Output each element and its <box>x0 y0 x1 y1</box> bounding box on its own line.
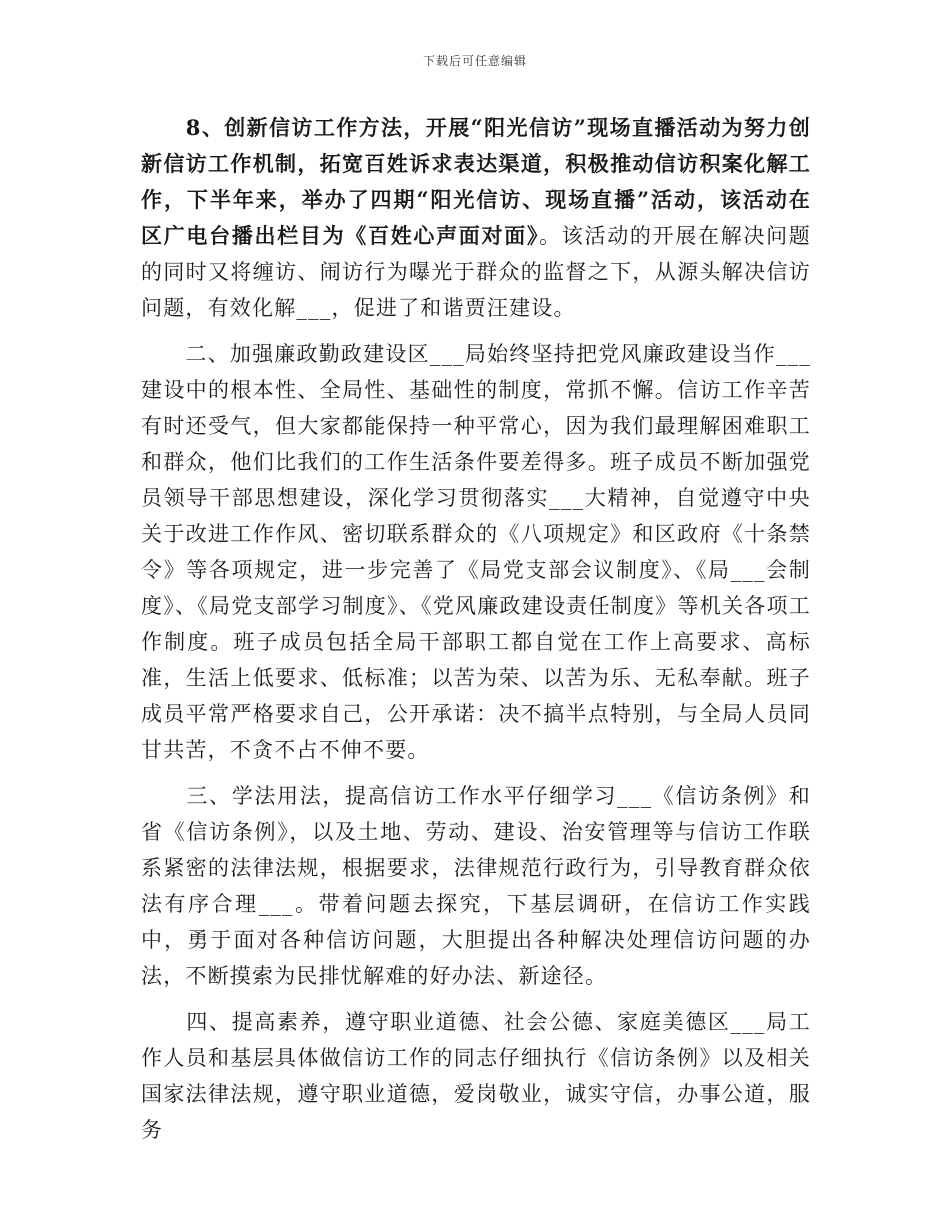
document-body <box>141 110 811 1148</box>
paragraph-integrity: 二、加强廉政勤政建设区___局始终坚持把党风廉政建设当作___建设中的根本性、全局性、基础性的制度，常抓不懈。信访工作辛苦有时还受气，但大家都能保持一种平常心，因为我们最理解困难职工和群众，他们比我们的工作生活条件要差得多。班子成员不断加强党员领导干部思想建设，深化学习贯彻落实___大精神，自觉遵守中央关于改进工作作风、密切联系群众的《八项规定》和区政府《十条禁令》等各项规定，进一步完善了《局党支部会议制度》、《局___会制度》、《局党支部学习制度》、《党风廉政建设责任制度》等机关各项工作制度。班子成员包括全局干部职工都自觉在工作上高要求、高标准，生活上低要求、低标准；以苦为荣、以苦为乐、无私奉献。班子成员平常严格要求自己，公开承诺：决不搞半点特别，与全局人员同甘共苦，不贪不占不伸不要。 <box>141 342 811 762</box>
page-header: 下载后可任意编辑 <box>422 54 527 68</box>
paragraph-innovation-rest: 。该活动的开展在解决问题的同时又将缠访、闹访行为曝光于群众的监督之下，从源头解决信访问题，有效化解___，促进了和谐贾汪建设。 <box>141 224 811 320</box>
paragraph-innovation <box>141 110 811 326</box>
paragraph-law-study: 三、学法用法，提高信访工作水平仔细学习___《信访条例》和省《信访条例》，以及土地、劳动、建设、治安管理等与信访工作联系紧密的法律法规，根据要求，法律规范行政行为，引导教育群众依法有序合理___。带着问题去探究，下基层调研，在信访工作实践中，勇于面对各种信访问题，大胆提出各种解决处理信访问题的办法，不断摸索为民排忧解难的好办法、新途径。 <box>141 784 811 988</box>
paragraph-innovation-bold: 8、创新信访工作方法，开展“阳光信访”现场直播活动为努力创新信访工作机制，拓宽百姓诉求表达渠道，积极推动信访积案化解工作，下半年来，举办了四期“阳光信访、现场直播”活动，该活动在区广电台播出栏目为《百姓心声面对面》 <box>141 115 811 248</box>
paragraph-ethics: 四、提高素养，遵守职业道德、社会公德、家庭美德区___局工作人员和基层具体做信访工作的同志仔细执行《信访条例》以及相关国家法律法规，遵守职业道德，爱岗敬业，诚实守信，办事公道，服务 <box>141 1010 811 1142</box>
